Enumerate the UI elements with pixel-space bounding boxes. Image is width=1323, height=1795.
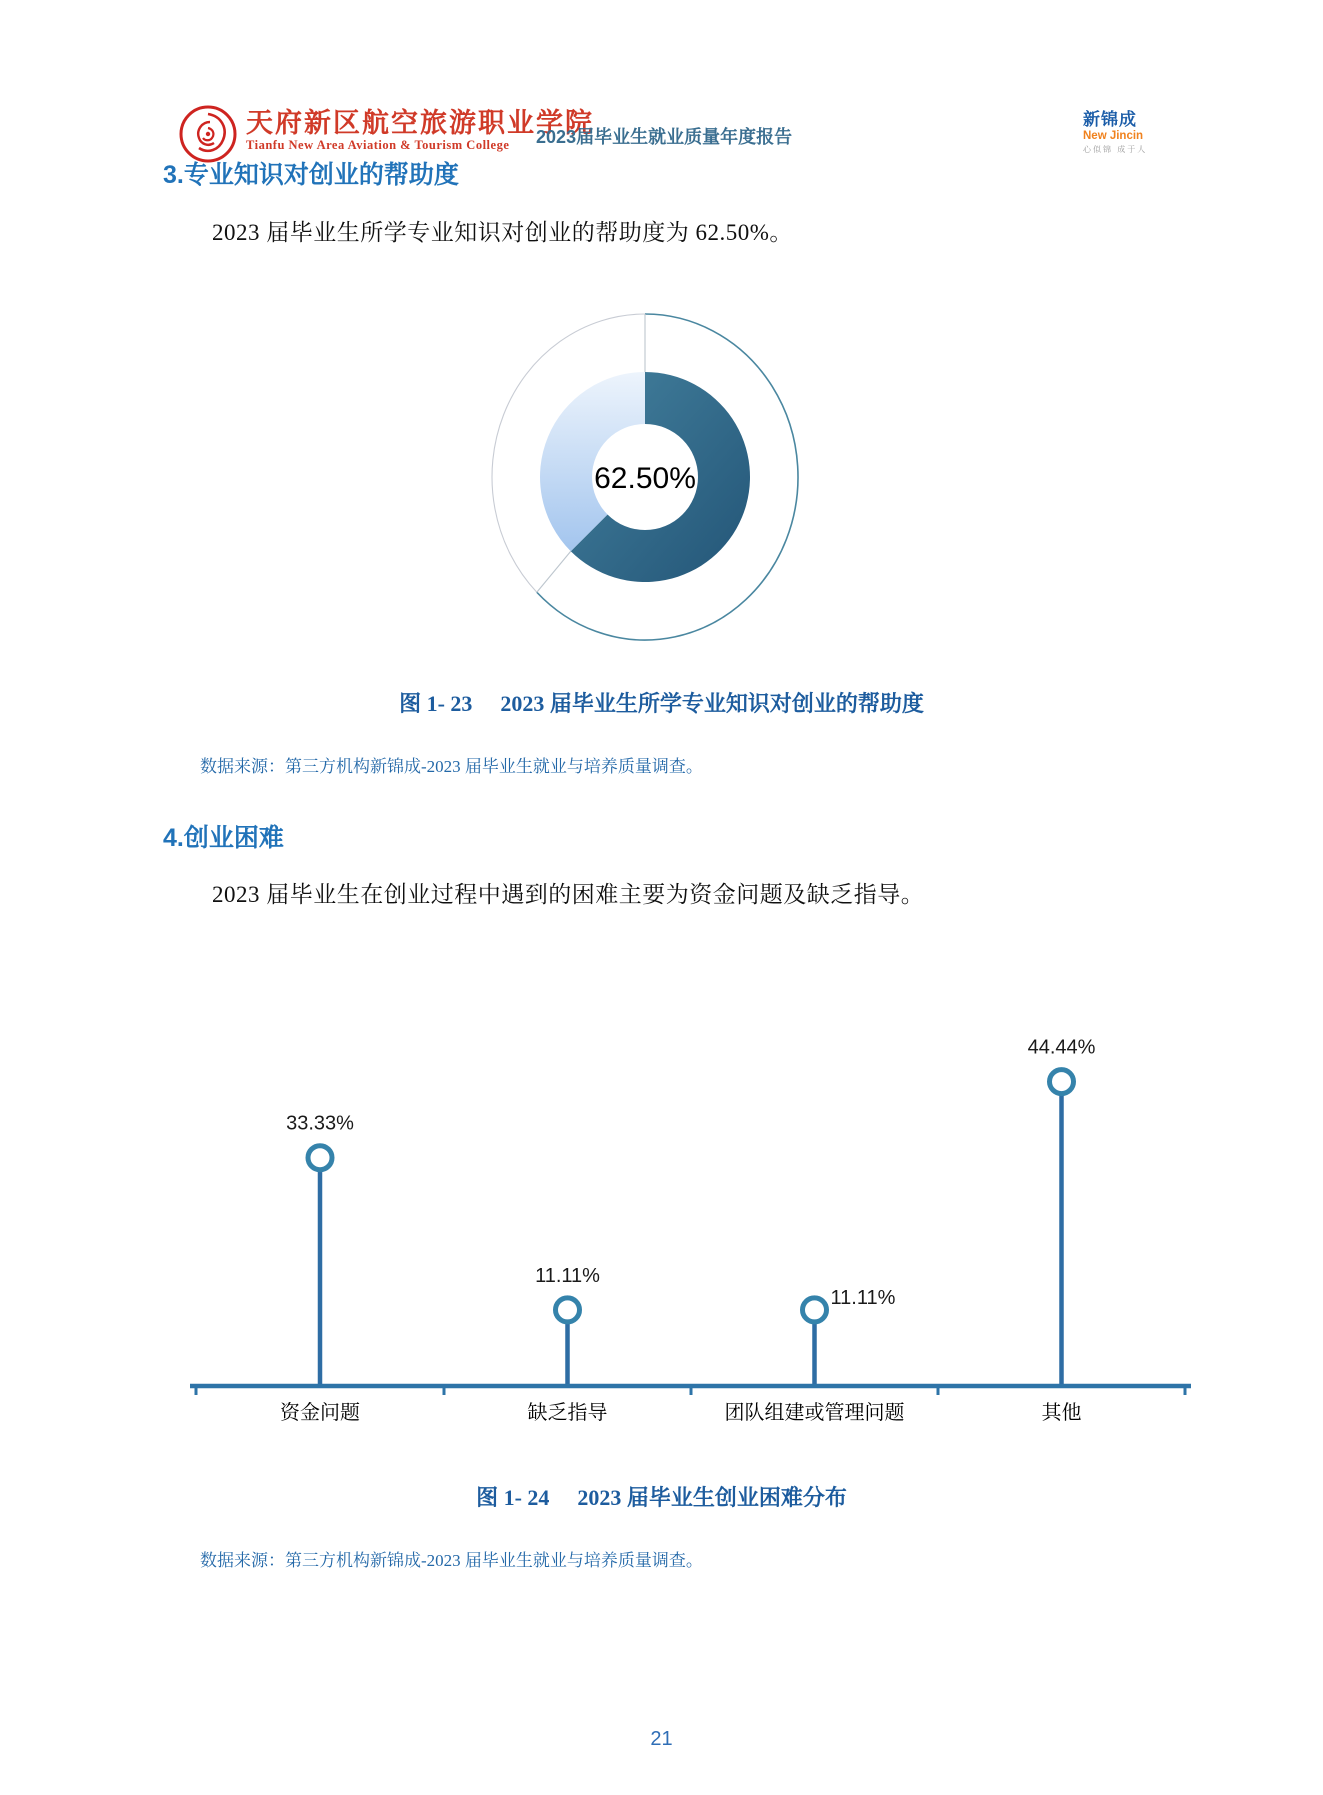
college-name-cn: 天府新区航空旅游职业学院 <box>246 108 594 138</box>
figure-title: 2023 届毕业生所学专业知识对创业的帮助度 <box>500 691 924 716</box>
section-heading-4: 4.创业困难 <box>163 824 284 852</box>
figure-caption-1-24 <box>0 1481 1323 1512</box>
figure-caption-1-23 <box>0 687 1323 718</box>
category-label: 团队组建或管理问题 <box>724 1402 905 1424</box>
value-label: 11.11% <box>830 1286 896 1309</box>
value-label: 44.44% <box>1027 1036 1096 1059</box>
category-label: 其他 <box>1041 1402 1082 1424</box>
donut-chart <box>450 272 850 689</box>
donut-divider-line <box>537 551 571 592</box>
donut-chart-svg <box>450 272 850 684</box>
figure-number: 图 1- 23 <box>399 691 473 716</box>
section-3-paragraph: 2023 届毕业生所学专业知识对创业的帮助度为 62.50%。 <box>212 220 793 245</box>
value-label: 11.11% <box>535 1264 600 1287</box>
section-4-paragraph: 2023 届毕业生在创业过程中遇到的困难主要为资金问题及缺乏指导。 <box>212 882 925 907</box>
lollipop-chart <box>160 1020 1260 1445</box>
brand-name-cn: 新锦成 <box>1083 110 1137 129</box>
brand-logo <box>1083 110 1203 156</box>
lollipop-marker <box>1050 1070 1074 1094</box>
college-name-en: Tianfu New Area Aviation & Tourism College <box>246 138 510 152</box>
category-label: 缺乏指导 <box>527 1402 608 1424</box>
lollipop-marker <box>803 1298 827 1322</box>
data-source-note-1: 数据来源：第三方机构新锦成-2023 届毕业生就业与培养质量调查。 <box>200 757 703 776</box>
figure-title: 2023 届毕业生创业困难分布 <box>577 1485 847 1510</box>
section-heading-3: 3.专业知识对创业的帮助度 <box>163 161 459 189</box>
figure-number: 图 1- 24 <box>476 1485 550 1510</box>
data-source-note-2: 数据来源：第三方机构新锦成-2023 届毕业生就业与培养质量调查。 <box>200 1551 703 1570</box>
page-number: 21 <box>650 1728 673 1750</box>
value-label: 33.33% <box>286 1112 354 1135</box>
lollipop-marker <box>556 1298 580 1322</box>
lollipop-marker <box>308 1146 332 1170</box>
brand-slogan: 心似锦 成于人 <box>1083 145 1148 154</box>
category-label: 资金问题 <box>280 1402 360 1424</box>
donut-center-label: 62.50% <box>594 462 696 495</box>
brand-name-en: New Jincin <box>1083 130 1144 142</box>
report-title: 2023届毕业生就业质量年度报告 <box>536 127 793 147</box>
lollipop-chart-svg <box>160 1020 1260 1440</box>
page-header <box>0 0 1323 170</box>
